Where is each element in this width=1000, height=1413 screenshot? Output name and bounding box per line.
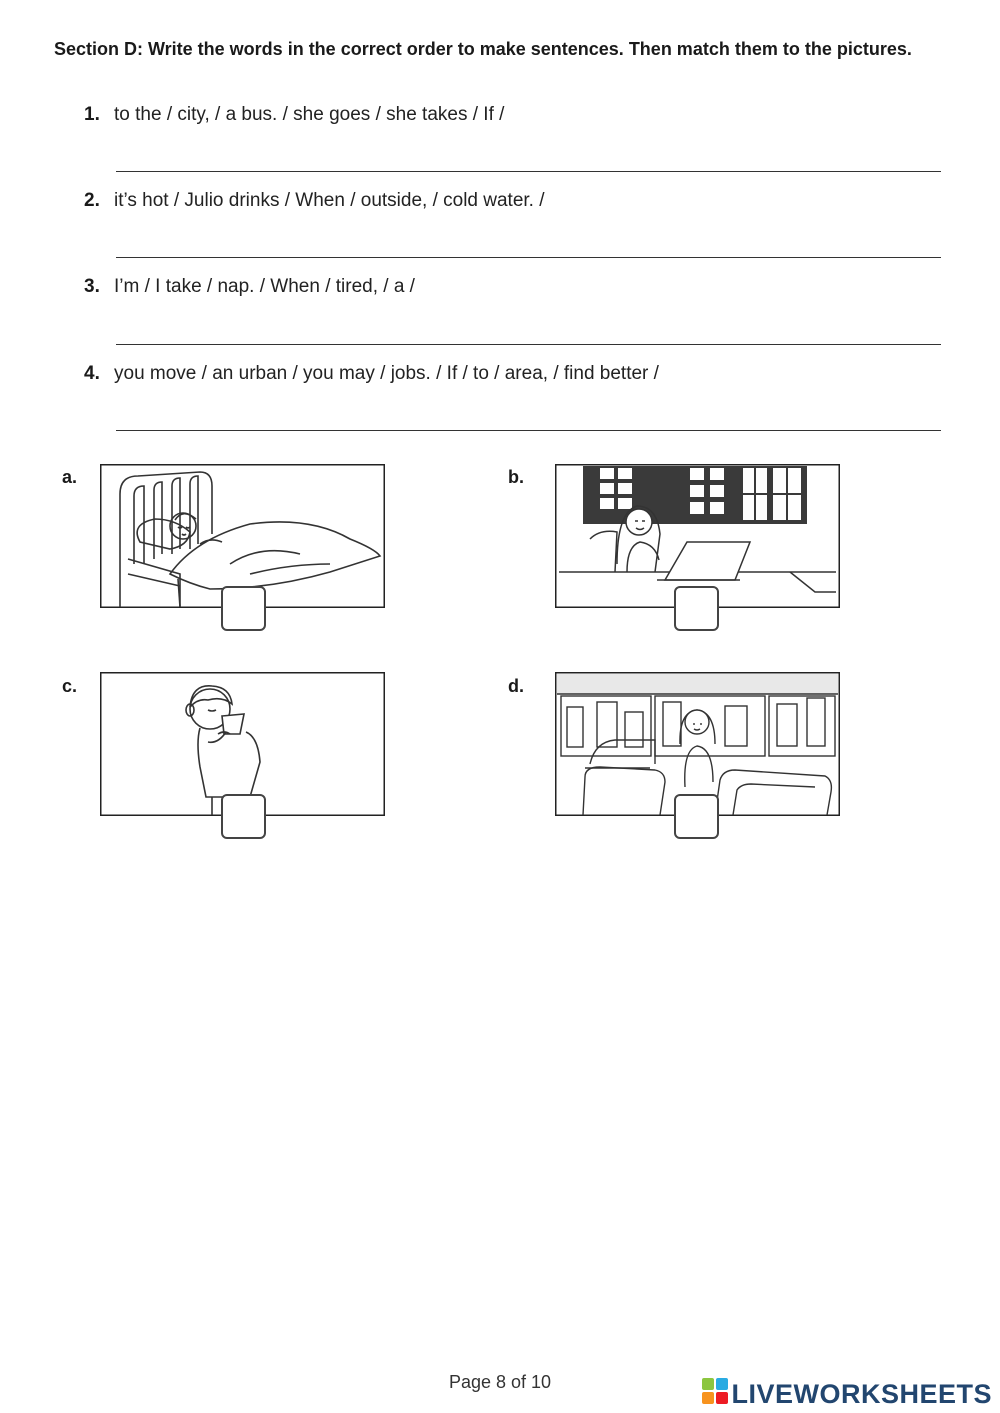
answer-line-3[interactable]: [116, 344, 941, 345]
answer-line-2[interactable]: [116, 257, 941, 258]
answer-line-1[interactable]: [116, 171, 941, 172]
question-number: 4.: [84, 363, 100, 384]
question-3: [84, 276, 944, 298]
question-words: you move / an urban / you may / jobs. / If / to / area, / find better /: [114, 363, 659, 384]
picture-label-b: b.: [508, 467, 524, 487]
answer-line-4[interactable]: [116, 430, 941, 431]
picture-label-a: a.: [62, 467, 78, 487]
question-4: [84, 363, 944, 385]
question-words: to the / city, / a bus. / she goes / she takes / If /: [114, 104, 505, 125]
page-number: Page 8 of 10: [448, 1372, 552, 1392]
question-number: 1.: [84, 104, 100, 125]
question-number: 3.: [84, 276, 100, 297]
section-title: Section D: Write the words in the correct order to make sentences. Then match them to the pictures.: [54, 39, 912, 59]
picture-label-d: d.: [508, 676, 524, 696]
liveworksheets-logo: [702, 1378, 992, 1411]
match-box-b[interactable]: [674, 586, 719, 631]
match-box-d[interactable]: [674, 794, 719, 839]
match-box-c[interactable]: [221, 794, 266, 839]
question-1: [84, 104, 944, 126]
picture-label-c: c.: [62, 676, 78, 696]
question-number: 2.: [84, 190, 100, 211]
question-words: it’s hot / Julio drinks / When / outside, / cold water. /: [114, 190, 545, 211]
liveworksheets-logo-icon: [702, 1378, 728, 1411]
brand-name: LIVEWORKSHEETS: [731, 1379, 992, 1409]
match-box-a[interactable]: [221, 586, 266, 631]
question-2: [84, 190, 944, 212]
question-words: I’m / I take / nap. / When / tired, / a /: [114, 276, 415, 297]
